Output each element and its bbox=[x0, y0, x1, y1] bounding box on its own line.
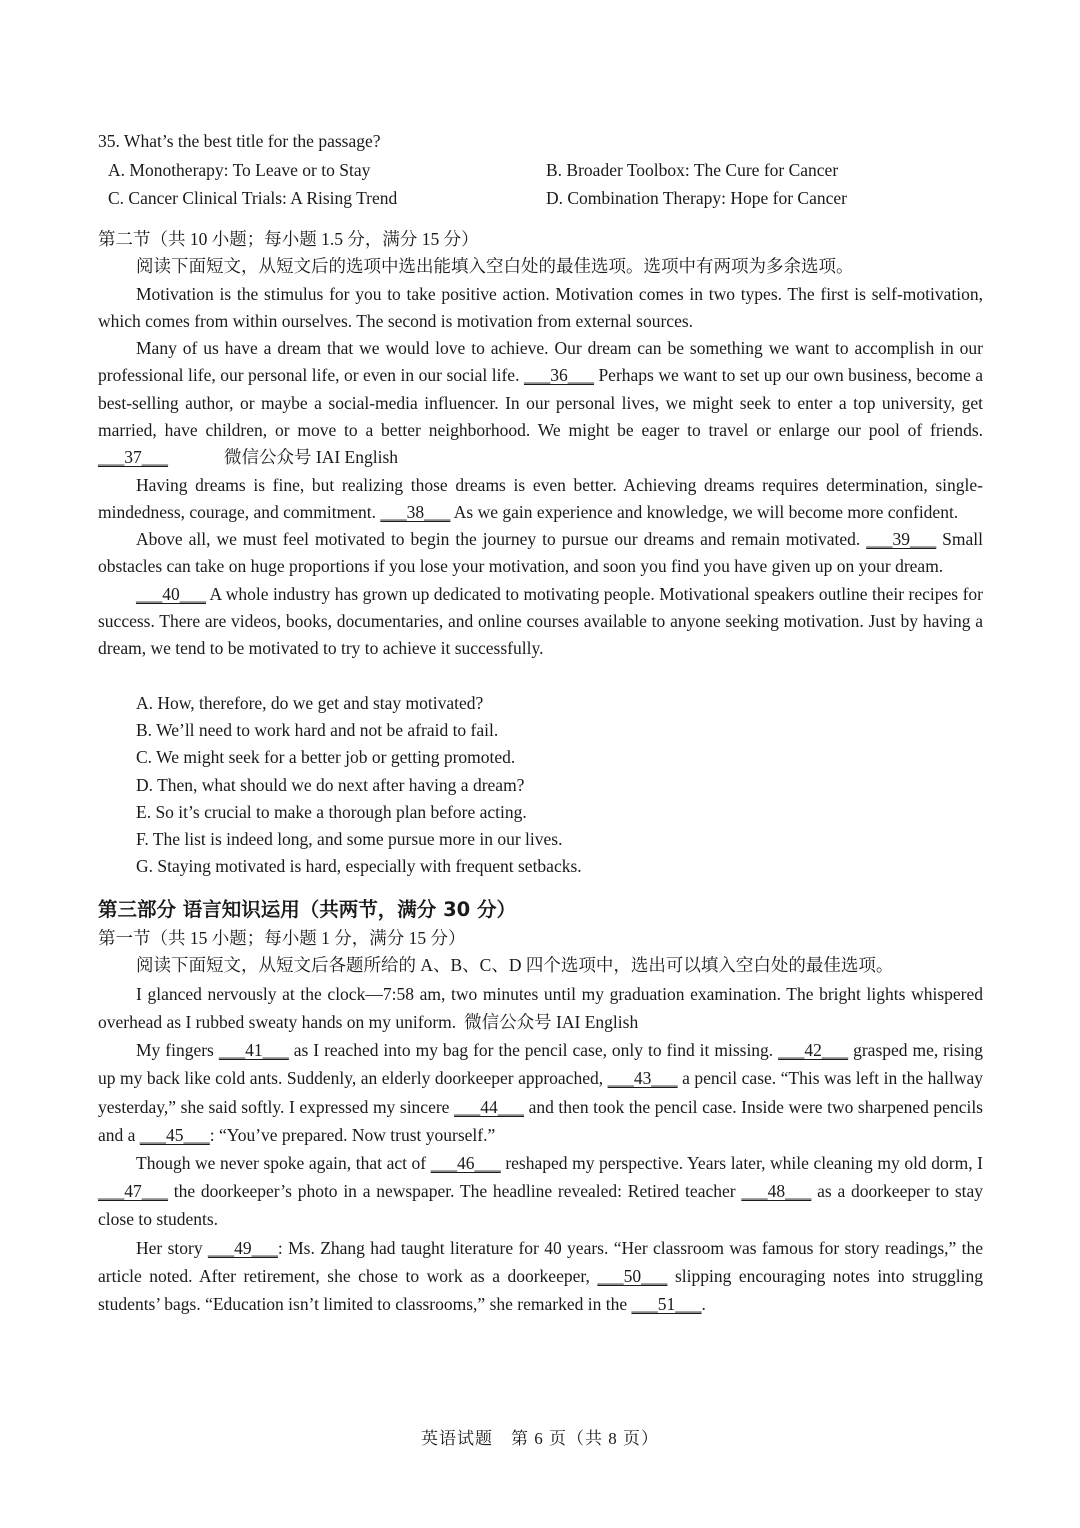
passage3-paragraph-2: My fingers ___41___ as I reached into my bag for the pencil case, only to find it missing. ___42___ grasped me, rising up my back like cold ants. Suddenly, an elderly doorkeeper approached, ___43___ a pencil case. “This was left in the hallway yesterday,” she said softly. I expressed my sincere ___44___ and then took the pencil case. Inside were two sharpened pencils and a ___45___: “You’ve prepared. Now trust yourself.” bbox=[98, 1040, 984, 1145]
passage2-paragraph-2: Many of us have a dream that we would love to achieve. Our dream can be something we want to accomplish in our professional life, our personal life, or even in our social life. ___36___ Perhaps we want to set up our own business, become a best-selling author, or maybe a social-media influencer. In our personal lives, we might seek to enter a top university, get married, have children, or move to a better neighborhood. We might be eager to travel or enlarge our pool of friends. ___37___ 微信公众号 IAI English bbox=[98, 338, 984, 468]
blank-49: ___49___ bbox=[207, 1237, 278, 1258]
passage2-paragraph-4: Above all, we must feel motivated to begin the journey to pursue our dreams and remain motivated. ___39___ Small obstacles can take on huge proportions if you lose your motivation, and soon you find you have given up on your dream. bbox=[98, 529, 984, 577]
blank-38: ___38___ bbox=[380, 501, 451, 522]
choice-f: F. The list is indeed long, and some pursue more in our lives. bbox=[136, 829, 563, 850]
q35-options-row-2 bbox=[98, 184, 983, 212]
q35-option-d: D. Combination Therapy: Hope for Cancer bbox=[546, 187, 847, 208]
blank-40: ___40___ bbox=[136, 583, 206, 604]
blank-42: ___42___ bbox=[778, 1040, 849, 1061]
blank-46: ___46___ bbox=[430, 1152, 501, 1173]
watermark-text: 微信公众号 IAI English bbox=[464, 1011, 639, 1032]
choice-b: B. We’ll need to work hard and not be afraid to fail. bbox=[136, 719, 499, 740]
section2-instruction: 阅读下面短文，从短文后的选项中选出能填入空白处的最佳选项。选项中有两项为多余选项。 bbox=[136, 256, 854, 276]
watermark-text: 微信公众号 IAI English bbox=[224, 447, 399, 468]
exam-page bbox=[98, 128, 983, 1318]
passage3-paragraph-4: Her story ___49___: Ms. Zhang had taught literature for 40 years. “Her classroom was famous for story readings,” the article noted. After retirement, she chose to work as a doorkeeper, ___50___ slipping encouraging notes into struggling students’ bags. “Education isn’t limited to classrooms,” she remarked in the ___51___. bbox=[98, 1237, 984, 1314]
section2-heading: 第二节（共 10 小题；每小题 1.5 分，满分 15 分） bbox=[98, 228, 479, 249]
q35-stem: 35. What’s the best title for the passage? bbox=[98, 131, 381, 151]
passage2-paragraph-1: Motivation is the stimulus for you to take positive action. Motivation comes in two types. The first is self-motivation, which comes from within ourselves. The second is motivation from external sources. bbox=[98, 283, 983, 331]
passage2-paragraph-3: Having dreams is fine, but realizing those dreams is even better. Achieving dreams requires determination, single-mindedness, courage, and commitment. ___38___ As we gain experience and knowledge, we will become more confident. bbox=[98, 474, 983, 522]
q35-option-c: C. Cancer Clinical Trials: A Rising Trend bbox=[108, 187, 398, 208]
blank-41: ___41___ bbox=[218, 1040, 289, 1061]
choice-d: D. Then, what should we do next after having a dream? bbox=[136, 774, 525, 795]
part3-title: 第三部分 语言知识运用（共两节，满分 30 分） bbox=[98, 897, 517, 921]
choice-c: C. We might seek for a better job or getting promoted. bbox=[136, 747, 516, 768]
blank-37: ___37___ bbox=[98, 447, 168, 468]
blank-39: ___39___ bbox=[866, 529, 937, 550]
choice-e: E. So it’s crucial to make a thorough plan before acting. bbox=[136, 801, 527, 822]
choice-g: G. Staying motivated is hard, especially with frequent setbacks. bbox=[136, 856, 582, 877]
choice-a: A. How, therefore, do we get and stay motivated? bbox=[136, 692, 484, 713]
blank-36: ___36___ bbox=[523, 365, 594, 386]
blank-45: ___45___ bbox=[139, 1124, 210, 1145]
blank-48: ___48___ bbox=[741, 1181, 812, 1202]
blank-50: ___50___ bbox=[597, 1265, 668, 1286]
q35-option-b: B. Broader Toolbox: The Cure for Cancer bbox=[546, 159, 839, 180]
blank-44: ___44___ bbox=[454, 1096, 525, 1117]
part3-instruction: 阅读下面短文，从短文后各题所给的 A、B、C、D 四个选项中，选出可以填入空白处的最佳选项。 bbox=[136, 955, 894, 976]
passage3-paragraph-1: I glanced nervously at the clock—7:58 am, two minutes until my graduation examination. The bright lights whispered overhead as I rubbed sweaty hands on my uniform. 微信公众号 IAI English bbox=[98, 983, 983, 1032]
blank-43: ___43___ bbox=[607, 1068, 678, 1089]
blank-51: ___51___ bbox=[631, 1293, 702, 1314]
q35-option-a: A. Monotherapy: To Leave or to Stay bbox=[108, 159, 371, 180]
choice-list bbox=[98, 690, 983, 881]
blank-47: ___47___ bbox=[98, 1181, 168, 1202]
passage3-paragraph-3: Though we never spoke again, that act of ___46___ reshaped my perspective. Years later, while cleaning my old dorm, I ___47___ the doorkeeper’s photo in a newspaper. The headline revealed: Retired teacher ___48___ as a doorkeeper to stay close to students. bbox=[98, 1152, 984, 1230]
page-footer: 英语试题 第 6 页（共 8 页） bbox=[421, 1429, 659, 1448]
passage2-paragraph-5: ___40___ A whole industry has grown up dedicated to motivating people. Motivational speakers outline their recipes for success. There are videos, books, documentaries, and online courses available to anyone seeking motivation. Just by having a dream, we tend to be motivated to try to achieve it successfully. bbox=[98, 583, 983, 659]
q35-options-row-1 bbox=[98, 156, 983, 184]
part3-section1-heading: 第一节（共 15 小题；每小题 1 分，满分 15 分） bbox=[98, 927, 466, 948]
